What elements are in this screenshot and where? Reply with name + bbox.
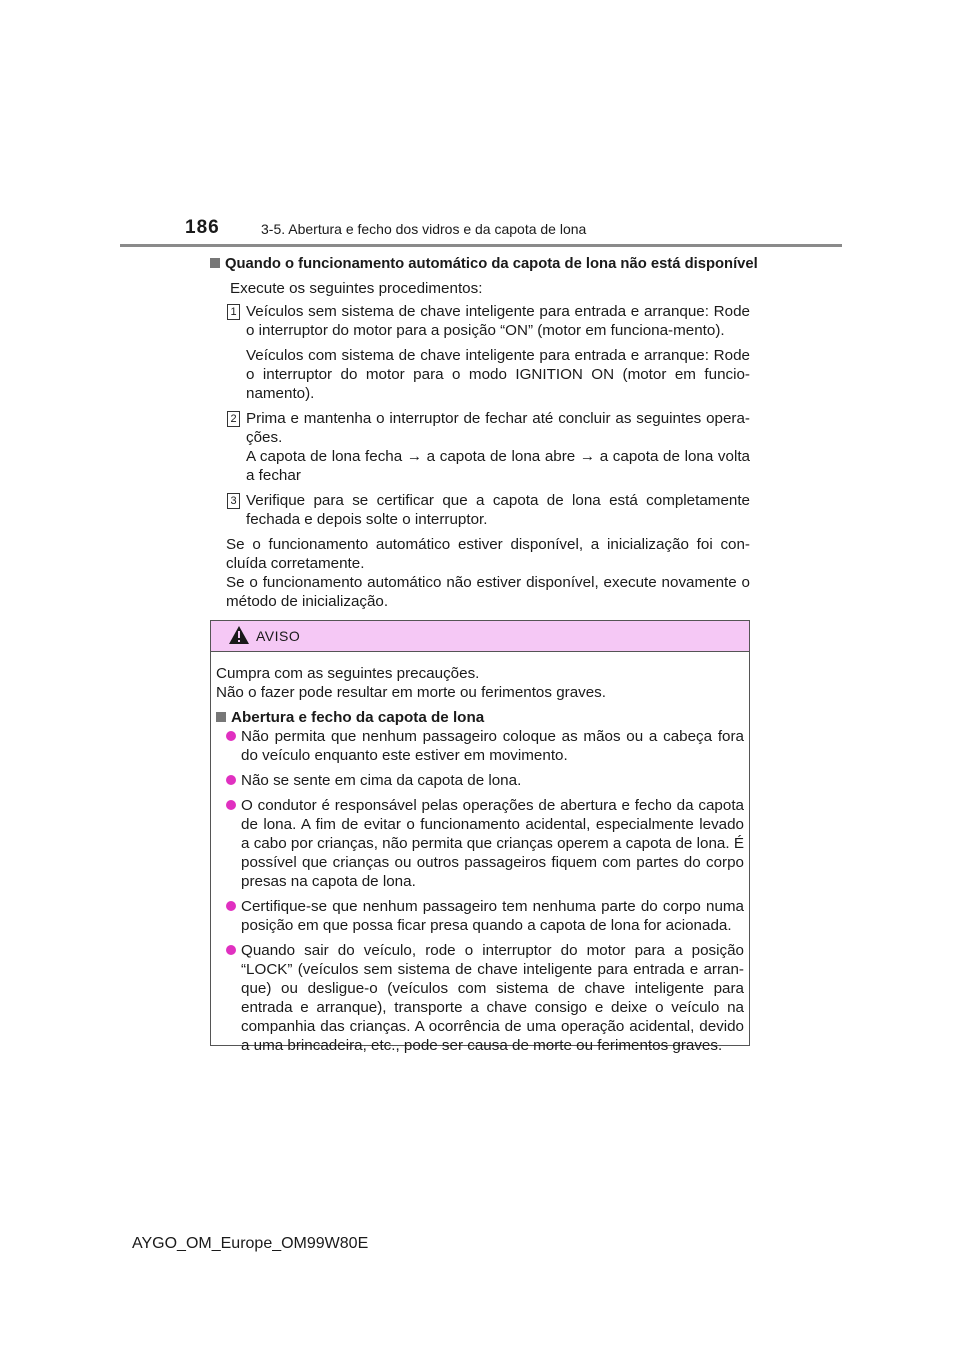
warning-body [211, 652, 749, 1055]
step-number-box: 1 [227, 304, 240, 320]
step-3 [210, 491, 750, 529]
square-bullet-icon [210, 258, 220, 268]
bullet-dot-icon [226, 731, 236, 741]
bullet-dot-icon [226, 901, 236, 911]
page-number: 186 [185, 217, 220, 238]
step-2 [210, 409, 750, 485]
warning-header [211, 621, 749, 652]
step-paragraph: Prima e mantenha o interruptor de fechar até concluir as seguintes opera-ções. [246, 410, 750, 446]
footer-doc-id: AYGO_OM_Europe_OM99W80E [132, 1235, 369, 1252]
step-1 [210, 302, 750, 403]
chapter-title: 3-5. Abertura e fecho dos vidros e da capota de lona [261, 221, 587, 237]
warning-bullet: Quando sair do veículo, rode o interruptor do motor para a posição “LOCK” (veículos sem sistema de chave inteligente para entrada e arran-que) ou desligue-o (veículos com sistema de chave inteligente para entrada e arranque), transporte a chave consigo e deixe o veículo na companhia das crianças. A ocorrência de uma operação acidental, devido a uma brincadeira, etc., pode ser causa de morte ou ferimentos graves. [216, 941, 744, 1055]
square-bullet-icon [216, 712, 226, 722]
warning-bullet: O condutor é responsável pelas operações de abertura e fecho da capota de lona. A fim de evitar o funcionamento acidental, especialmente levado a cabo por crianças, não permita que crianças operem a capota de lona. É possível que crianças ou outros passageiros fiquem com partes do corpo presas na capota de lona. [216, 796, 744, 891]
warning-bullet: Não permita que nenhum passageiro coloque as mãos ou a cabeça fora do veículo enquanto este estiver em movimento. [216, 727, 744, 765]
step-paragraph: Veículos com sistema de chave inteligente para entrada e arranque: Rode o interruptor do motor para o modo IGNITION ON (motor em funcio-namento). [246, 347, 750, 402]
warning-triangle-icon [228, 625, 250, 645]
main-content [210, 255, 758, 611]
warning-bullet: Não se sente em cima da capota de lona. [216, 771, 744, 790]
step-paragraph: A capota de lona fecha → a capota de lona abre → a capota de lona volta a fechar [246, 448, 750, 484]
section-intro: Execute os seguintes procedimentos: [230, 280, 483, 297]
bullet-dot-icon [226, 800, 236, 810]
closing-paragraph: Se o funcionamento automático estiver disponível, a inicialização foi con-cluída corretamente. [226, 536, 750, 572]
step-paragraph: Verifique para se certificar que a capota de lona está completamente fechada e depois solte o interruptor. [246, 492, 750, 528]
step-number-box: 2 [227, 411, 240, 427]
step-paragraph: Veículos sem sistema de chave inteligente para entrada e arranque: Rode o interruptor do motor para a posição “ON” (motor em funciona-mento). [246, 303, 750, 339]
closing-paragraph: Se o funcionamento automático não estiver disponível, execute novamente o método de inicialização. [226, 574, 750, 610]
step-number-box: 3 [227, 493, 240, 509]
warning-subtitle: Abertura e fecho da capota de lona [216, 708, 744, 727]
warning-label: AVISO [256, 628, 301, 644]
section-title: Quando o funcionamento automático da capota de lona não está disponível [210, 255, 750, 274]
closing-text [226, 535, 750, 611]
warning-box [210, 620, 750, 1054]
warning-intro: Cumpra com as seguintes precauções. Não o fazer pode resultar em morte ou ferimentos graves. [216, 665, 606, 701]
bullet-dot-icon [226, 775, 236, 785]
bullet-dot-icon [226, 945, 236, 955]
header-rule [120, 244, 842, 247]
warning-bullet: Certifique-se que nenhum passageiro tem nenhuma parte do corpo numa posição em que possa ficar presa quando a capota de lona for acionada. [216, 897, 744, 935]
